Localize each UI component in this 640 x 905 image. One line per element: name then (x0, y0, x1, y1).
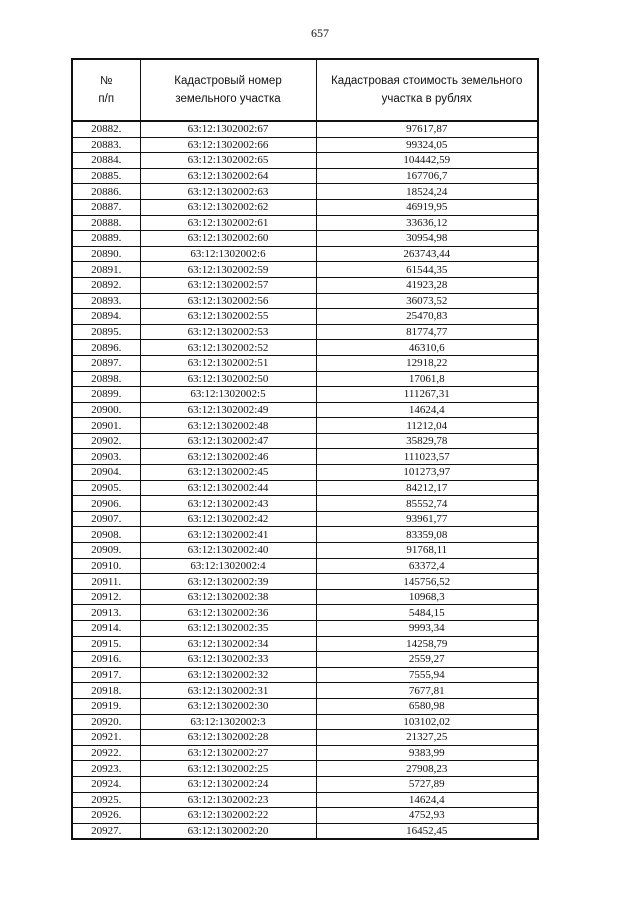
table-row (72, 215, 538, 231)
cadastral-value-cell: 41923,28 (316, 277, 538, 293)
cadastral-number-cell: 63:12:1302002:61 (140, 215, 316, 231)
row-number-cell: 20900. (72, 402, 140, 418)
header-cadastral-number: Кадастровый номер земельного участка (140, 59, 316, 121)
cadastral-value-cell: 35829,78 (316, 433, 538, 449)
cadastral-value-cell: 93961,77 (316, 511, 538, 527)
cadastral-number-cell: 63:12:1302002:49 (140, 402, 316, 418)
table-row (72, 231, 538, 247)
row-number-cell: 20903. (72, 449, 140, 465)
cadastral-number-cell: 63:12:1302002:41 (140, 527, 316, 543)
row-number-cell: 20890. (72, 246, 140, 262)
table-row (72, 636, 538, 652)
cadastral-value-cell: 11212,04 (316, 418, 538, 434)
table-row (72, 402, 538, 418)
table-row (72, 121, 538, 137)
cadastral-number-cell: 63:12:1302002:67 (140, 121, 316, 137)
table-row (72, 511, 538, 527)
row-number-cell: 20886. (72, 184, 140, 200)
table-row (72, 387, 538, 403)
table-row (72, 433, 538, 449)
cadastral-number-cell: 63:12:1302002:32 (140, 667, 316, 683)
table-row (72, 309, 538, 325)
cadastral-number-cell: 63:12:1302002:38 (140, 589, 316, 605)
cadastral-value-cell: 97617,87 (316, 121, 538, 137)
row-number-cell: 20912. (72, 589, 140, 605)
cadastral-value-cell: 63372,4 (316, 558, 538, 574)
row-number-cell: 20887. (72, 199, 140, 215)
cadastral-number-cell: 63:12:1302002:46 (140, 449, 316, 465)
table-row (72, 153, 538, 169)
table-row (72, 761, 538, 777)
cadastral-number-cell: 63:12:1302002:50 (140, 371, 316, 387)
cadastral-value-cell: 111023,57 (316, 449, 538, 465)
cadastral-value-cell: 9993,34 (316, 621, 538, 637)
cadastral-value-cell: 17061,8 (316, 371, 538, 387)
table-row (72, 355, 538, 371)
cadastral-number-cell: 63:12:1302002:47 (140, 433, 316, 449)
row-number-cell: 20920. (72, 714, 140, 730)
cadastral-number-cell: 63:12:1302002:6 (140, 246, 316, 262)
table-row (72, 652, 538, 668)
table-row (72, 184, 538, 200)
cadastral-table (71, 58, 539, 840)
cadastral-value-cell: 81774,77 (316, 324, 538, 340)
table-row (72, 698, 538, 714)
row-number-cell: 20897. (72, 355, 140, 371)
cadastral-value-cell: 4752,93 (316, 808, 538, 824)
row-number-cell: 20911. (72, 574, 140, 590)
cadastral-number-cell: 63:12:1302002:65 (140, 153, 316, 169)
cadastral-number-cell: 63:12:1302002:42 (140, 511, 316, 527)
cadastral-number-cell: 63:12:1302002:48 (140, 418, 316, 434)
cadastral-number-cell: 63:12:1302002:27 (140, 745, 316, 761)
cadastral-number-cell: 63:12:1302002:56 (140, 293, 316, 309)
cadastral-number-cell: 63:12:1302002:34 (140, 636, 316, 652)
header-cadastral-value: Кадастровая стоимость земельного участка в рублях (316, 59, 538, 121)
cadastral-number-cell: 63:12:1302002:63 (140, 184, 316, 200)
row-number-cell: 20891. (72, 262, 140, 278)
cadastral-value-cell: 83359,08 (316, 527, 538, 543)
cadastral-value-cell: 46919,95 (316, 199, 538, 215)
table-row (72, 605, 538, 621)
table-row (72, 262, 538, 278)
row-number-cell: 20898. (72, 371, 140, 387)
row-number-cell: 20883. (72, 137, 140, 153)
row-number-cell: 20899. (72, 387, 140, 403)
cadastral-value-cell: 36073,52 (316, 293, 538, 309)
table-row (72, 621, 538, 637)
table-row (72, 199, 538, 215)
cadastral-value-cell: 145756,52 (316, 574, 538, 590)
row-number-cell: 20914. (72, 621, 140, 637)
table-row (72, 465, 538, 481)
table-row (72, 558, 538, 574)
table-header (72, 59, 538, 121)
cadastral-value-cell: 84212,17 (316, 480, 538, 496)
cadastral-value-cell: 99324,05 (316, 137, 538, 153)
row-number-cell: 20893. (72, 293, 140, 309)
table-row (72, 137, 538, 153)
header-number (72, 59, 140, 121)
cadastral-value-cell: 30954,98 (316, 231, 538, 247)
row-number-cell: 20888. (72, 215, 140, 231)
table-row (72, 449, 538, 465)
row-number-cell: 20908. (72, 527, 140, 543)
cadastral-number-cell: 63:12:1302002:31 (140, 683, 316, 699)
cadastral-number-cell: 63:12:1302002:28 (140, 730, 316, 746)
row-number-cell: 20885. (72, 168, 140, 184)
cadastral-value-cell: 27908,23 (316, 761, 538, 777)
cadastral-number-cell: 63:12:1302002:20 (140, 823, 316, 839)
row-number-cell: 20927. (72, 823, 140, 839)
table-row (72, 543, 538, 559)
table-row (72, 823, 538, 839)
cadastral-number-cell: 63:12:1302002:44 (140, 480, 316, 496)
table-row (72, 340, 538, 356)
table-row (72, 480, 538, 496)
row-number-cell: 20922. (72, 745, 140, 761)
cadastral-number-cell: 63:12:1302002:24 (140, 776, 316, 792)
cadastral-value-cell: 2559,27 (316, 652, 538, 668)
row-number-cell: 20923. (72, 761, 140, 777)
cadastral-number-cell: 63:12:1302002:3 (140, 714, 316, 730)
header-row (72, 59, 538, 121)
row-number-cell: 20882. (72, 121, 140, 137)
cadastral-value-cell: 85552,74 (316, 496, 538, 512)
table-row (72, 168, 538, 184)
row-number-cell: 20906. (72, 496, 140, 512)
cadastral-value-cell: 14258,79 (316, 636, 538, 652)
cadastral-value-cell: 91768,11 (316, 543, 538, 559)
table-row (72, 418, 538, 434)
cadastral-number-cell: 63:12:1302002:59 (140, 262, 316, 278)
row-number-cell: 20925. (72, 792, 140, 808)
table-row (72, 293, 538, 309)
cadastral-number-cell: 63:12:1302002:55 (140, 309, 316, 325)
page-number: 657 (311, 26, 329, 40)
cadastral-value-cell: 7677,81 (316, 683, 538, 699)
table-body (72, 121, 538, 839)
cadastral-value-cell: 101273,97 (316, 465, 538, 481)
table-row (72, 667, 538, 683)
cadastral-number-cell: 63:12:1302002:30 (140, 698, 316, 714)
row-number-cell: 20895. (72, 324, 140, 340)
row-number-cell: 20904. (72, 465, 140, 481)
table-row (72, 574, 538, 590)
row-number-cell: 20926. (72, 808, 140, 824)
table-row (72, 714, 538, 730)
cadastral-value-cell: 167706,7 (316, 168, 538, 184)
cadastral-value-cell: 111267,31 (316, 387, 538, 403)
table-row (72, 745, 538, 761)
cadastral-number-cell: 63:12:1302002:66 (140, 137, 316, 153)
cadastral-number-cell: 63:12:1302002:5 (140, 387, 316, 403)
row-number-cell: 20913. (72, 605, 140, 621)
row-number-cell: 20894. (72, 309, 140, 325)
cadastral-number-cell: 63:12:1302002:22 (140, 808, 316, 824)
table-row (72, 371, 538, 387)
table-row (72, 683, 538, 699)
cadastral-value-cell: 21327,25 (316, 730, 538, 746)
row-number-cell: 20901. (72, 418, 140, 434)
table-row (72, 589, 538, 605)
cadastral-number-cell: 63:12:1302002:52 (140, 340, 316, 356)
row-number-cell: 20921. (72, 730, 140, 746)
row-number-cell: 20902. (72, 433, 140, 449)
cadastral-value-cell: 6580,98 (316, 698, 538, 714)
cadastral-value-cell: 7555,94 (316, 667, 538, 683)
row-number-cell: 20915. (72, 636, 140, 652)
row-number-cell: 20905. (72, 480, 140, 496)
row-number-cell: 20910. (72, 558, 140, 574)
cadastral-number-cell: 63:12:1302002:33 (140, 652, 316, 668)
row-number-cell: 20917. (72, 667, 140, 683)
table-row (72, 776, 538, 792)
cadastral-value-cell: 9383,99 (316, 745, 538, 761)
cadastral-value-cell: 25470,83 (316, 309, 538, 325)
row-number-cell: 20896. (72, 340, 140, 356)
cadastral-number-cell: 63:12:1302002:39 (140, 574, 316, 590)
table-row (72, 808, 538, 824)
table-row (72, 277, 538, 293)
cadastral-value-cell: 16452,45 (316, 823, 538, 839)
cadastral-value-cell: 5727,89 (316, 776, 538, 792)
cadastral-value-cell: 14624,4 (316, 792, 538, 808)
table-row (72, 496, 538, 512)
row-number-cell: 20884. (72, 153, 140, 169)
cadastral-number-cell: 63:12:1302002:23 (140, 792, 316, 808)
cadastral-number-cell: 63:12:1302002:45 (140, 465, 316, 481)
cadastral-number-cell: 63:12:1302002:36 (140, 605, 316, 621)
table-row (72, 792, 538, 808)
cadastral-number-cell: 63:12:1302002:4 (140, 558, 316, 574)
table-row (72, 527, 538, 543)
cadastral-value-cell: 5484,15 (316, 605, 538, 621)
cadastral-number-cell: 63:12:1302002:40 (140, 543, 316, 559)
row-number-cell: 20909. (72, 543, 140, 559)
row-number-cell: 20916. (72, 652, 140, 668)
cadastral-value-cell: 103102,02 (316, 714, 538, 730)
cadastral-value-cell: 263743,44 (316, 246, 538, 262)
row-number-cell: 20918. (72, 683, 140, 699)
cadastral-number-cell: 63:12:1302002:64 (140, 168, 316, 184)
row-number-cell: 20919. (72, 698, 140, 714)
cadastral-number-cell: 63:12:1302002:57 (140, 277, 316, 293)
cadastral-value-cell: 104442,59 (316, 153, 538, 169)
cadastral-number-cell: 63:12:1302002:25 (140, 761, 316, 777)
cadastral-number-cell: 63:12:1302002:60 (140, 231, 316, 247)
cadastral-value-cell: 33636,12 (316, 215, 538, 231)
row-number-cell: 20892. (72, 277, 140, 293)
cadastral-number-cell: 63:12:1302002:53 (140, 324, 316, 340)
table-row (72, 730, 538, 746)
cadastral-value-cell: 61544,35 (316, 262, 538, 278)
cadastral-value-cell: 14624,4 (316, 402, 538, 418)
table-row (72, 246, 538, 262)
cadastral-value-cell: 10968,3 (316, 589, 538, 605)
cadastral-value-cell: 46310,6 (316, 340, 538, 356)
row-number-cell: 20907. (72, 511, 140, 527)
cadastral-value-cell: 18524,24 (316, 184, 538, 200)
table-row (72, 324, 538, 340)
header-number-symbol: № (100, 75, 113, 87)
row-number-cell: 20924. (72, 776, 140, 792)
cadastral-number-cell: 63:12:1302002:43 (140, 496, 316, 512)
cadastral-value-cell: 12918,22 (316, 355, 538, 371)
row-number-cell: 20889. (72, 231, 140, 247)
cadastral-number-cell: 63:12:1302002:35 (140, 621, 316, 637)
cadastral-number-cell: 63:12:1302002:51 (140, 355, 316, 371)
header-number-abbrev: п/п (98, 93, 115, 105)
cadastral-number-cell: 63:12:1302002:62 (140, 199, 316, 215)
cadastral-table-container (71, 58, 539, 840)
